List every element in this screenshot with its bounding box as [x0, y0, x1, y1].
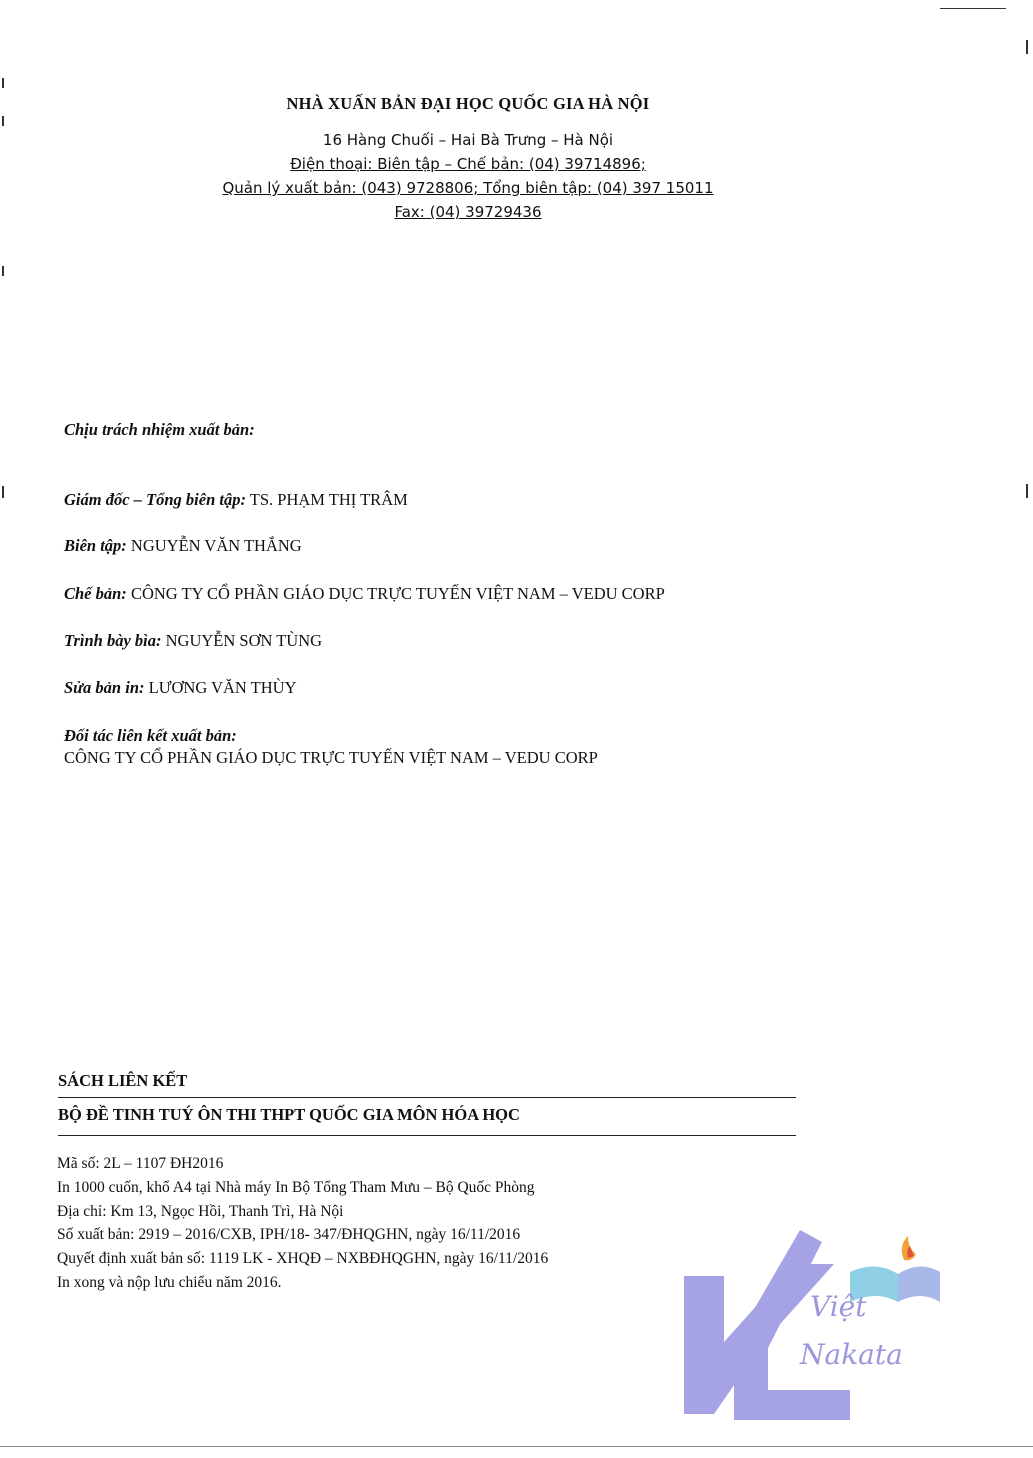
- scan-mark: [2, 266, 4, 276]
- scan-mark: [1026, 484, 1028, 498]
- partner-value: CÔNG TY CỔ PHẦN GIÁO DỤC TRỰC TUYẾN VIỆT NAM – VEDU CORP: [64, 748, 598, 767]
- colophon-decision: Quyết định xuất bản số: 1119 LK - XHQĐ – NXBĐHQGHN, ngày 16/11/2016: [57, 1250, 549, 1268]
- partner-label: Đối tác liên kết xuất bản:: [64, 726, 237, 745]
- colophon-code: Mã số: 2L – 1107 ĐH2016: [57, 1155, 224, 1172]
- scan-mark: [1026, 40, 1028, 54]
- book-section: [58, 0, 796, 1136]
- responsible-label: Chịu trách nhiệm xuất bản:: [64, 420, 255, 439]
- scan-mark: [0, 1446, 1033, 1447]
- divider-top: [58, 1097, 796, 1098]
- publisher-name: NHÀ XUẤN BẢN ĐẠI HỌC QUỐC GIA HÀ NỘI: [286, 94, 650, 113]
- book-title: BỘ ĐỀ TINH TUÝ ÔN THI THPT QUỐC GIA MÔN HÓA HỌC: [58, 1105, 520, 1124]
- director-value: TS. PHẠM THỊ TRÂM: [245, 490, 408, 509]
- viet-nakata-logo: [672, 1224, 942, 1444]
- proof-label: Sửa bản in:: [64, 678, 145, 697]
- colophon-address: Địa chỉ: Km 13, Ngọc Hồi, Thanh Trì, Hà Nội: [57, 1202, 344, 1220]
- proof-value: LƯƠNG VĂN THÙY: [144, 678, 297, 697]
- publisher-address: 16 Hàng Chuối – Hai Bà Trưng – Hà Nội: [322, 131, 614, 149]
- scan-mark: [2, 486, 4, 498]
- cover-value: NGUYỄN SƠN TÙNG: [161, 631, 323, 650]
- colophon-print: In 1000 cuốn, khổ A4 tại Nhà máy In Bộ Tổng Tham Mưu – Bộ Quốc Phòng: [57, 1178, 535, 1196]
- editor-value: NGUYỄN VĂN THẮNG: [126, 536, 302, 555]
- scan-mark: [2, 78, 4, 88]
- publisher-management: Quản lý xuất bản: (043) 9728806; Tổng biên tập: (04) 397 15011: [222, 179, 714, 197]
- scan-mark: [2, 116, 4, 126]
- logo-word-viet: Việt: [810, 1290, 867, 1323]
- colophon-registration: Số xuất bản: 2919 – 2016/CXB, IPH/18- 347/ĐHQGHN, ngày 16/11/2016: [57, 1226, 521, 1244]
- colophon-deposit: In xong và nộp lưu chiểu năm 2016.: [57, 1273, 282, 1291]
- layout-value: CÔNG TY CỔ PHẦN GIÁO DỤC TRỰC TUYẾN VIỆT NAM – VEDU CORP: [126, 584, 665, 603]
- publisher-fax: Fax: (04) 39729436: [394, 203, 542, 221]
- publisher-phone: Điện thoại: Biên tập – Chế bản: (04) 39714896;: [290, 155, 646, 173]
- editor-label: Biên tập:: [64, 536, 127, 555]
- logo-l-shape: [734, 1230, 850, 1420]
- layout-label: Chế bản:: [64, 584, 127, 603]
- scan-mark: [940, 8, 1006, 9]
- colophon: [57, 1152, 548, 1295]
- logo-word-nakata: Nakata: [800, 1338, 903, 1371]
- cover-label: Trình bày bìa:: [64, 631, 162, 650]
- director-label: Giám đốc – Tổng biên tập:: [64, 490, 246, 509]
- book-label: SÁCH LIÊN KẾT: [58, 1071, 188, 1090]
- divider-bottom: [58, 1135, 796, 1136]
